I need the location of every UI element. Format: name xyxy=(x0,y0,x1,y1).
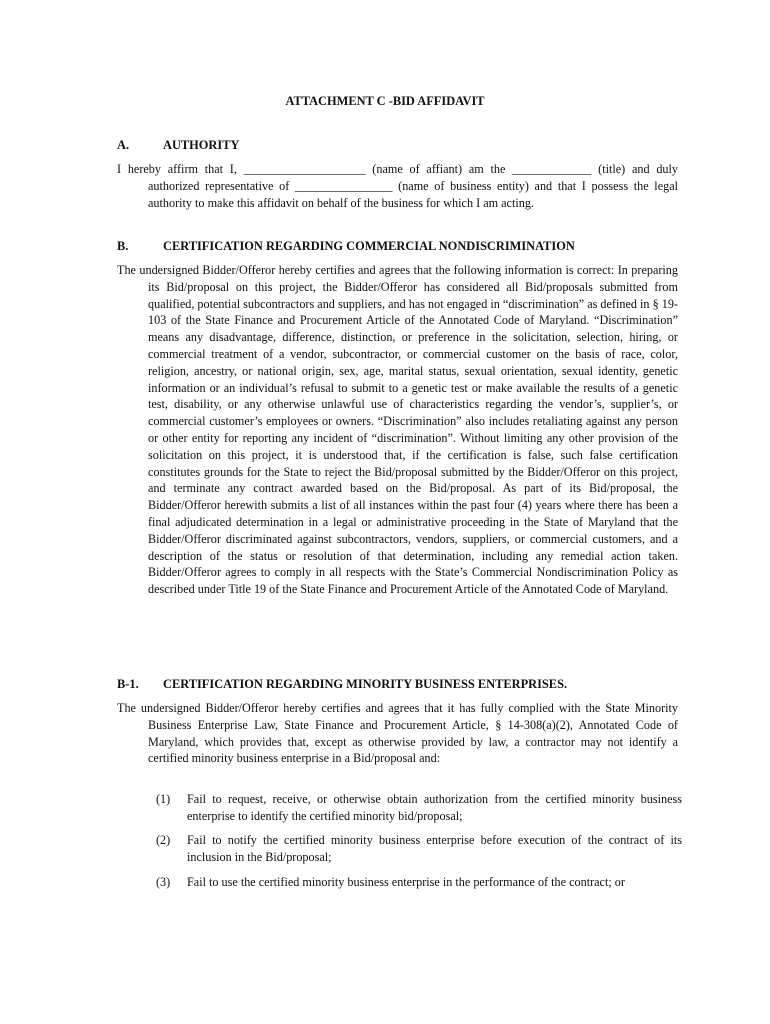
list-item-text: Fail to notify the certified minority business enterprise before execution of the contract of its inclusion in the Bid/proposal; xyxy=(187,833,682,864)
section-b1-label: B-1. xyxy=(117,677,139,691)
section-a-heading xyxy=(117,137,239,154)
list-item-text: Fail to use the certified minority business enterprise in the performance of the contract; or xyxy=(187,875,625,889)
section-a-title: AUTHORITY xyxy=(163,138,240,152)
list-item-number: (2) xyxy=(156,833,171,847)
list-item-number: (3) xyxy=(156,875,171,889)
document-title: ATTACHMENT C -BID AFFIDAVIT xyxy=(285,94,485,108)
section-a-text: I hereby affirm that I, ____________________ (name of affiant) am the _____________ (title) and duly authorized representative of ________________ (name of business entity) and that I possess the legal authority to make this affidavit on behalf of the business for which I am acting. xyxy=(117,162,678,210)
section-b-text: The undersigned Bidder/Offeror hereby certifies and agrees that the following information is correct: In preparing its Bid/proposal on this project, the Bidder/Offeror has considered all Bid/proposals submitted from qualified, potential subcontractors and suppliers, and has not engaged in “discrimination” as defined in § 19-103 of the State Finance and Procurement Article of the Annotated Code of Maryland. “Discrimination” means any disadvantage, difference, distinction, or preference in the solicitation, selection, hiring, or commercial treatment of a vendor, subcontractor, or commercial customer on the basis of race, color, religion, ancestry, or national origin, sex, age, marital status, sexual orientation, sexual identity, genetic information or an individual’s refusal to submit to a genetic test or make available the results of a genetic test, disability, or any otherwise unlawful use of characteristics regarding the vendor’s, supplier’s, or commercial customer’s employees or owners. “Discrimination” also includes retaliating against any person or other entity for reporting any incident of “discrimination”. Without limiting any other provision of the solicitation on this project, it is understood that, if the certification is false, such false certification constitutes grounds for the State to reject the Bid/proposal submitted by the Bidder/Offeror on this project, and terminate any contract awarded based on the Bid/proposal. As part of its Bid/proposal, the Bidder/Offeror herewith submits a list of all instances within the past four (4) years where there has been a final adjudicated determination in a legal or administrative proceeding in the State of Maryland that the Bidder/Offeror discriminated against subcontractors, vendors, suppliers, or commercial customers, and a description of the status or resolution of that determination, including any remedial action taken. Bidder/Offeror agrees to comply in all respects with the State’s Commercial Nondiscrimination Policy as described under Title 19 of the State Finance and Procurement Article of the Annotated Code of Maryland. xyxy=(117,263,678,597)
section-b1-text: The undersigned Bidder/Offeror hereby certifies and agrees that it has fully complied with the State Minority Business Enterprise Law, State Finance and Procurement Article, § 14-308(a)(2), Annotated Code of Maryland, which provides that, except as otherwise provided by law, a contractor may not identify a certified minority business enterprise in a Bid/proposal and: xyxy=(117,701,678,766)
section-b1-heading xyxy=(117,676,567,693)
section-a-label: A. xyxy=(117,138,130,152)
section-b-title: CERTIFICATION REGARDING COMMERCIAL NONDISCRIMINATION xyxy=(163,239,575,253)
section-b-heading xyxy=(117,238,575,255)
section-b1-title: CERTIFICATION REGARDING MINORITY BUSINESS ENTERPRISES. xyxy=(163,677,568,691)
list-item-number: (1) xyxy=(156,792,171,806)
list-item-text: Fail to request, receive, or otherwise obtain authorization from the certified minority business enterprise to identify the certified minority bid/proposal; xyxy=(187,792,682,823)
section-b-label: B. xyxy=(117,239,129,253)
